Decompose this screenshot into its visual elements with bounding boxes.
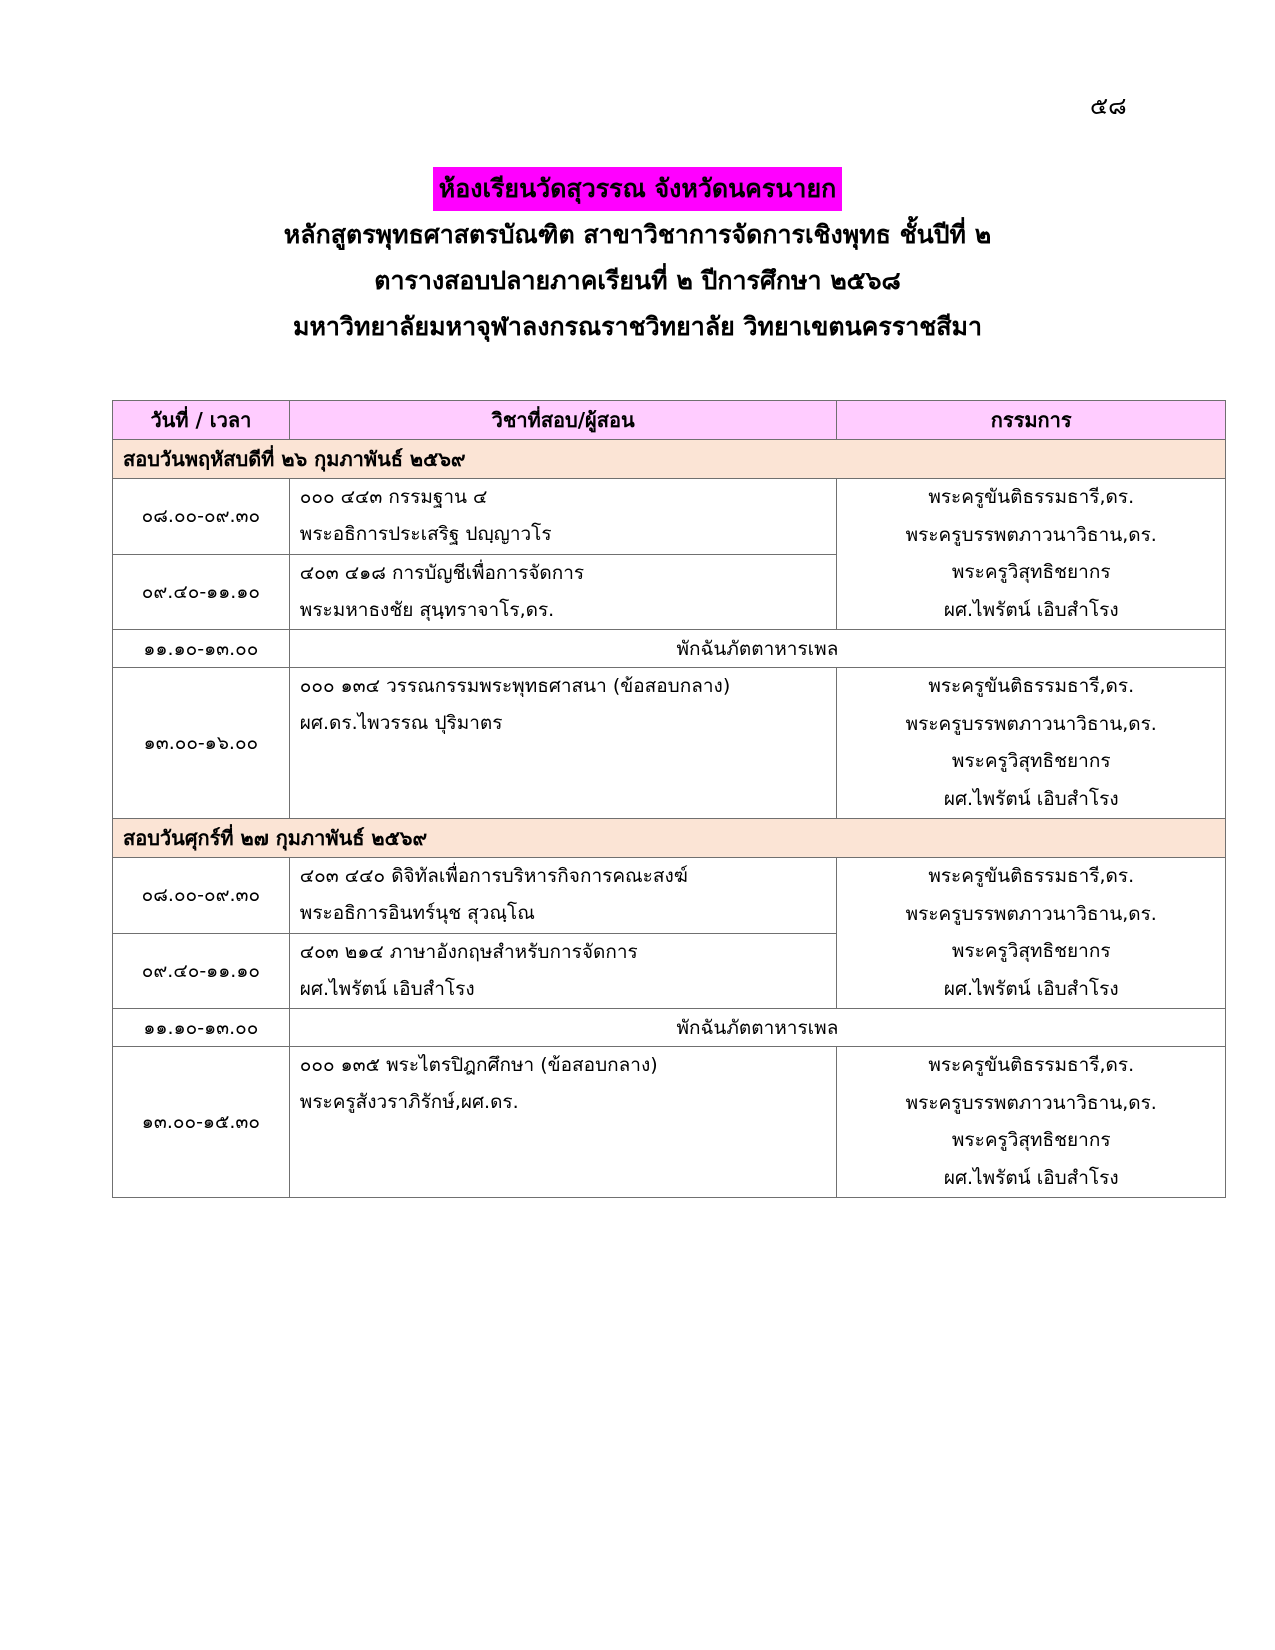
instructor-name: พระครูสังวราภิรักษ์,ผศ.ดร. [299, 1091, 519, 1113]
instructor-name: ผศ.ไพรัตน์ เอิบสำโรง [299, 977, 475, 1000]
time-slot: ๑๓.๐๐-๑๕.๓๐ [113, 1047, 290, 1198]
instructor-name: พระมหาธงชัย สุนฺทราจาโร,ดร. [299, 598, 555, 621]
committee-cell [837, 1047, 1226, 1198]
document-header [0, 166, 1275, 350]
break-label: พักฉันภัตตาหารเพล [289, 630, 1225, 668]
time-slot: ๐๙.๔๐-๑๑.๑๐ [113, 554, 290, 630]
subject-cell [289, 933, 837, 1009]
committee-member: พระครูขันติธรรมธารี,ดร. [928, 865, 1135, 887]
committee-member: พระครูวิสุทธิชยากร [951, 750, 1111, 772]
university-title: มหาวิทยาลัยมหาจุฬาลงกรณราชวิทยาลัย วิทยาเขตนครราชสีมา [292, 312, 983, 341]
subject-cell [289, 668, 837, 819]
subject-cell [289, 554, 837, 630]
day-label: สอบวันศุกร์ที่ ๒๗ กุมภาพันธ์ ๒๕๖๙ [113, 819, 1226, 858]
committee-member: พระครูขันติธรรมธารี,ดร. [928, 486, 1135, 508]
table-row [113, 1047, 1226, 1198]
day-header-row [113, 819, 1226, 858]
committee-cell [837, 858, 1226, 1009]
committee-member: พระครูบรรพตภาวนาวิธาน,ดร. [905, 1091, 1157, 1114]
break-label: พักฉันภัตตาหารเพล [289, 1009, 1225, 1047]
course-name: ๐๐๐ ๑๓๔ วรรณกรรมพระพุทธศาสนา (ข้อสอบกลาง) [299, 675, 731, 697]
time-slot: ๐๙.๔๐-๑๑.๑๐ [113, 933, 290, 1009]
time-slot: ๑๓.๐๐-๑๖.๐๐ [113, 668, 290, 819]
course-name: ๐๐๐ ๑๓๕ พระไตรปิฎกศึกษา (ข้อสอบกลาง) [299, 1054, 658, 1076]
schedule-title: ตารางสอบปลายภาคเรียนที่ ๒ ปีการศึกษา ๒๕๖๘ [374, 266, 901, 295]
time-slot: ๐๘.๐๐-๐๙.๓๐ [113, 858, 290, 934]
committee-member: พระครูวิสุทธิชยากร [951, 1129, 1111, 1151]
column-header-subject: วิชาที่สอบ/ผู้สอน [289, 401, 837, 440]
exam-schedule-table [112, 400, 1226, 1198]
committee-member: พระครูขันติธรรมธารี,ดร. [928, 675, 1135, 697]
program-title: หลักสูตรพุทธศาสตรบัณฑิต สาขาวิชาการจัดการเชิงพุทธ ชั้นปีที่ ๒ [283, 220, 992, 249]
committee-member: พระครูบรรพตภาวนาวิธาน,ดร. [905, 712, 1157, 735]
subject-cell [289, 1047, 837, 1198]
page-number: ๕๘ [1090, 92, 1127, 120]
instructor-name: ผศ.ดร.ไพวรรณ ปุริมาตร [299, 712, 503, 734]
break-row [113, 1009, 1226, 1047]
committee-member: ผศ.ไพรัตน์ เอิบสำโรง [943, 598, 1119, 621]
subject-cell [289, 479, 837, 555]
committee-member: ผศ.ไพรัตน์ เอิบสำโรง [943, 977, 1119, 1000]
table-header-row [113, 401, 1226, 440]
day-header-row [113, 440, 1226, 479]
committee-member: พระครูวิสุทธิชยากร [951, 940, 1111, 962]
course-name: ๐๐๐ ๔๔๓ กรรมฐาน ๔ [299, 486, 488, 508]
committee-cell [837, 479, 1226, 630]
committee-member: พระครูบรรพตภาวนาวิธาน,ดร. [905, 523, 1157, 546]
committee-member: พระครูบรรพตภาวนาวิธาน,ดร. [905, 902, 1157, 925]
instructor-name: พระอธิการประเสริฐ ปญฺญาวโร [299, 523, 552, 545]
table-row [113, 479, 1226, 555]
break-row [113, 630, 1226, 668]
time-slot: ๑๑.๑๐-๑๓.๐๐ [113, 1009, 290, 1047]
table-row [113, 858, 1226, 934]
time-slot: ๐๘.๐๐-๐๙.๓๐ [113, 479, 290, 555]
instructor-name: พระอธิการอินทร์นุช สุวณฺโณ [299, 902, 535, 924]
time-slot: ๑๑.๑๐-๑๓.๐๐ [113, 630, 290, 668]
committee-member: ผศ.ไพรัตน์ เอิบสำโรง [943, 1166, 1119, 1189]
subject-cell [289, 858, 837, 934]
committee-cell [837, 668, 1226, 819]
campus-title: ห้องเรียนวัดสุวรรณ จังหวัดนครนายก [433, 167, 843, 211]
committee-member: พระครูขันติธรรมธารี,ดร. [928, 1054, 1135, 1076]
course-name: ๔๐๓ ๒๑๔ ภาษาอังกฤษสำหรับการจัดการ [299, 940, 638, 963]
column-header-date-time: วันที่ / เวลา [113, 401, 290, 440]
course-name: ๔๐๓ ๔๔๐ ดิจิทัลเพื่อการบริหารกิจการคณะสงฆ์ [299, 865, 688, 887]
committee-member: พระครูวิสุทธิชยากร [951, 561, 1111, 583]
course-name: ๔๐๓ ๔๑๘ การบัญชีเพื่อการจัดการ [299, 561, 585, 584]
table-row [113, 668, 1226, 819]
column-header-committee: กรรมการ [837, 401, 1226, 440]
day-label: สอบวันพฤหัสบดีที่ ๒๖ กุมภาพันธ์ ๒๕๖๙ [113, 440, 1226, 479]
committee-member: ผศ.ไพรัตน์ เอิบสำโรง [943, 787, 1119, 810]
